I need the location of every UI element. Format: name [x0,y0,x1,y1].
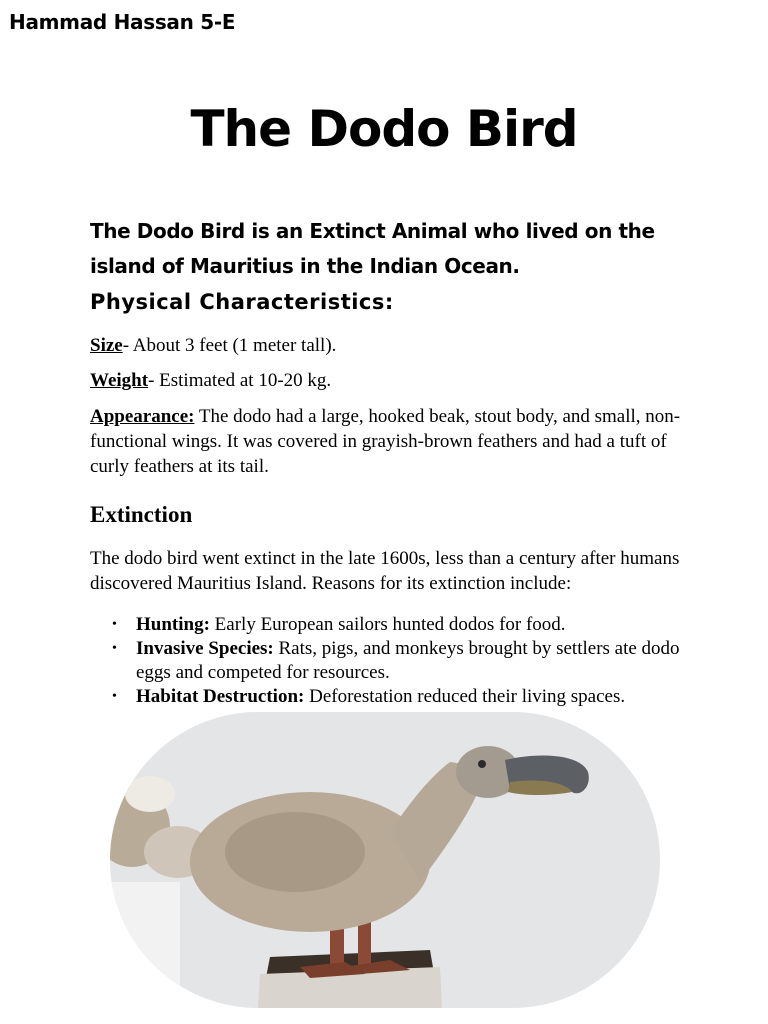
physical-characteristics-heading: Physical Characteristics: [90,290,394,314]
page-title: The Dodo Bird [190,100,578,158]
background-bird-tuft [125,776,175,812]
list-item [90,637,690,685]
dodo-wing [225,812,365,892]
extinction-reasons-list [90,613,690,709]
dodo-illustration [110,712,660,1008]
dodo-eye [478,760,486,768]
extinction-heading: Extinction [90,502,193,527]
size-paragraph [90,333,690,358]
author-line: Hammad Hassan 5-E [9,10,236,34]
list-item [90,613,690,637]
weight-paragraph [90,368,690,393]
reason-label: Hunting: [136,614,210,635]
reason-text: Deforestation reduced their living spaces. [304,686,626,707]
reason-label: Invasive Species: [136,638,274,659]
list-item [90,685,690,709]
reason-text: Rats, pigs, and monkeys brought by settlers ate dodo eggs and competed for resources. [136,638,680,683]
size-text: - About 3 feet (1 meter tall). [122,335,337,356]
reason-label: Habitat Destruction: [136,686,305,707]
appearance-text: The dodo had a large, hooked beak, stout body, and small, non-functional wings. It was covered in grayish-brown feathers and had a tuft of curly feathers at its tail. [90,406,681,477]
bullet-icon: • [112,689,117,704]
reason-text: Early European sailors hunted dodos for food. [209,614,566,635]
bullet-icon: • [112,641,117,656]
intro-paragraph: The Dodo Bird is an Extinct Animal who lived on the island of Mauritius in the Indian Ocean. [90,219,655,278]
extinction-paragraph: The dodo bird went extinct in the late 1600s, less than a century after humans discovered Mauritius Island. Reasons for its extinction include: [90,548,680,594]
weight-text: - Estimated at 10-20 kg. [148,370,332,391]
appearance-label: Appearance: [90,406,195,427]
bullet-icon: • [112,617,117,632]
appearance-paragraph [90,404,690,479]
size-label: Size [90,335,123,356]
dodo-photo [110,712,660,1008]
weight-label: Weight [90,370,149,391]
